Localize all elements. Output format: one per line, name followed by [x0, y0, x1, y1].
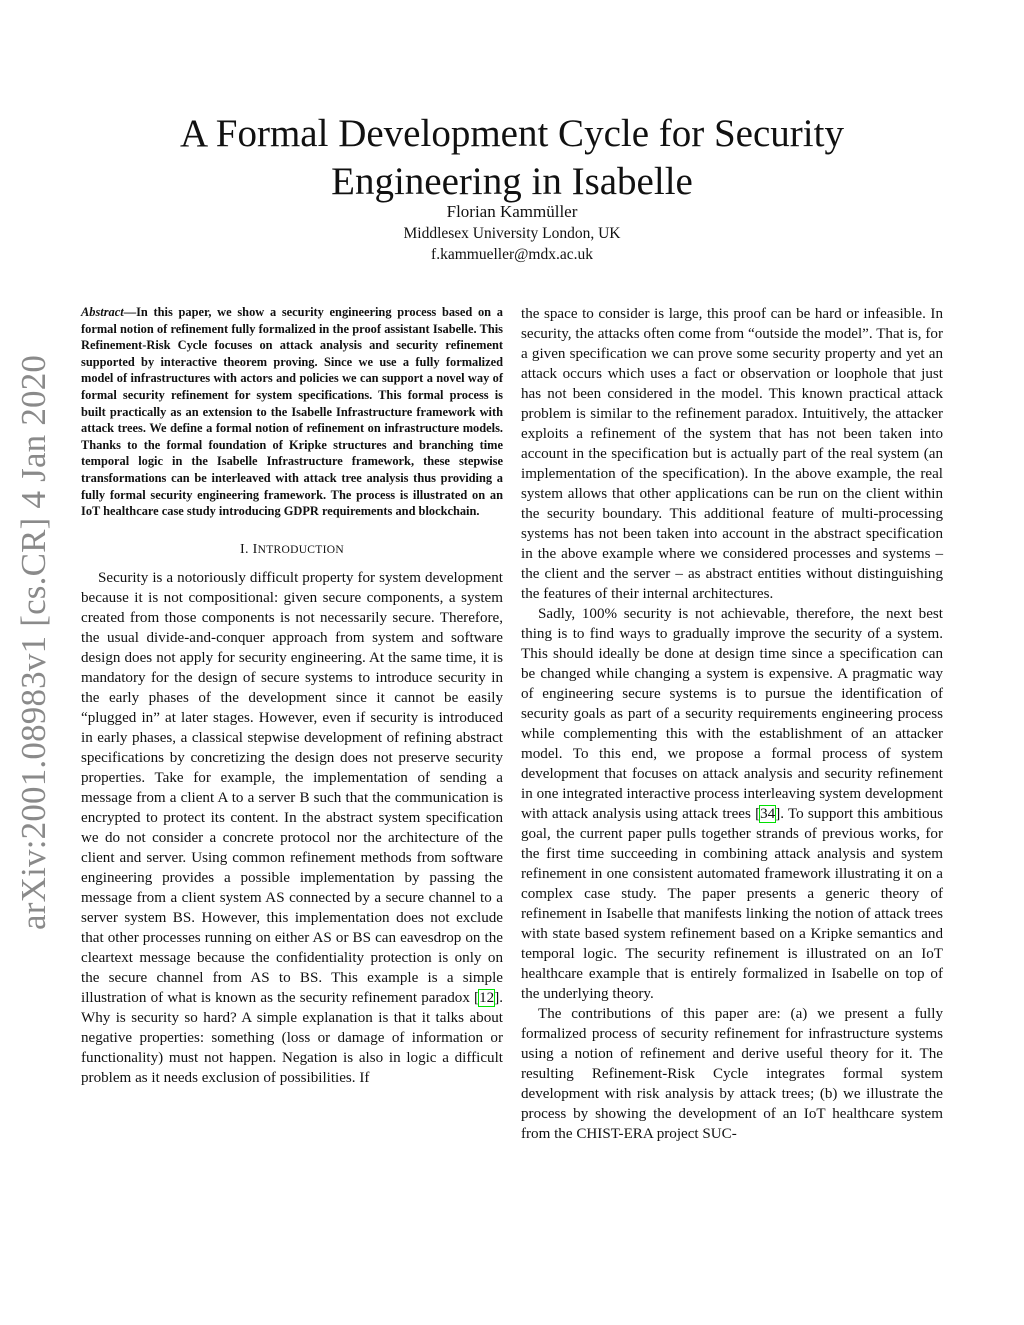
- intro-paragraph-4: The contributions of this paper are: (a) we present a fully formalized process of security refinement for infrastructure systems using a notion of refinement and derive useful theory for it. The resulting Refinement-Risk Cycle integrates formal system development with risk analysis by attack trees; (b) we illustrate the process by showing the development of an IoT healthcare system from the CHIST-ERA project SUC-: [521, 1006, 943, 1142]
- citation-link[interactable]: 34: [760, 806, 776, 822]
- arxiv-identifier-stamp: arXiv:2001.08983v1 [cs.CR] 4 Jan 2020: [14, 354, 53, 930]
- section-number: I.: [240, 541, 249, 557]
- section-heading-introduction: [81, 542, 503, 558]
- abstract-label: Abstract: [81, 305, 124, 319]
- author-name: Florian Kammüller: [446, 202, 578, 221]
- paper-title: A Formal Development Cycle for Security Engineering in Isabelle: [180, 112, 844, 204]
- intro-paragraph-3: [521, 604, 943, 1004]
- author-email: f.kammueller@mdx.ac.uk: [431, 246, 593, 263]
- intro-text-a: Security is a notoriously difficult property for system development because it is not compositional: given secure components, a system created from those components is not necessarily secure. Therefore, the usual divide-and-conquer approach from system and software design does not apply for security engineering. At the same time, it is mandatory for the design of secure systems to introduce security in the early phases of the development since it cannot be easily “plugged in” at later stages. However, even if security is introduced in early phases, a classical stepwise development of refining abstract specifications by concretizing the design does not preserve security properties. Take for example, the implementation of sending a message from a client A to a server B such that the communication is encrypted to protect its content. In the abstract system specification we do not consider a concrete protocol nor the architecture of the client and server. Using common refinement methods from software engineering provides a possible implementation by passing the message from a client system AS connected by a secure channel to a server system BS. However, this implementation does not exclude that other processes running on either AS or BS can eavesdrop on the cleartext message because the confidentiality protection is only on the secure channel from AS to BS. This example is a simple illustration of what is known as the security refinement paradox [: [81, 569, 503, 1006]
- intro-text-d: ]. To support this ambitious goal, the current paper pulls together strands of previous works, for the first time succeeding in combining attack analysis and system refinement in one consistent automated framework illustrating it on a complex case study. The paper presents a generic theory of refinement in Isabelle that manifests linking the notion of attack trees with state based system refinement based on a Kripke semantics and temporal logic. The security refinement is illustrated on an IoT healthcare example that is entirely formalized in Isabelle on top of the underlying theory.: [521, 806, 943, 1002]
- intro-text-c: Sadly, 100% security is not achievable, therefore, the next best thing is to find ways to gradually improve the security of a system. This should ideally be done at design time since a specification can be changed while changing a system is expensive. A pragmatic way of engineering secure systems is to pursue the identification of security goals as part of a security requirements engineering process while complementing this with the establishment of an attacker model. To this end, we propose a formal process of system development that focuses on attack analysis and security refinement in one integrated interactive process interleaving system development with attack analysis using attack trees [: [521, 606, 943, 822]
- section-rest: NTRODUCTION: [257, 543, 344, 556]
- right-column: [521, 304, 943, 1144]
- abstract: [81, 304, 503, 520]
- author-affiliation: Middlesex University London, UK: [403, 225, 621, 242]
- abstract-text: —In this paper, we show a security engineering process based on a formal notion of refinement fully formalized in the proof assistant Isabelle. This Refinement-Risk Cycle focuses on attack analysis and security refinement supported by interactive theorem proving. Since we use a fully formalized model of infrastructures with actors and policies we can support a novel way of formal security refinement for system specifications. This formal process is built practically as an extension to the Isabelle Infrastructure framework with attack trees. We define a formal notion of refinement on infrastructure models. Thanks to the formal foundation of Kripke structures and branching time temporal logic in the Isabelle Infrastructure framework, these stepwise transformations can be interleaved with attack tree analysis thus providing a fully formal security engineering framework. The process is illustrated on an IoT healthcare case study introducing GDPR requirements and blockchain.: [81, 305, 503, 519]
- citation-link[interactable]: 12: [479, 989, 495, 1006]
- left-column: [81, 304, 503, 1088]
- intro-paragraph-2: the space to consider is large, this proof can be hard or infeasible. In security, the attacks often come from “outside the model”. That is, for a given specification we can prove some security property and yet an attack occurs which uses a fact or observation or loophole that just has not been considered in the model. This known practical attack problem is similar to the refinement paradox. Intuitively, the attacker exploits a refinement of the system that has not been taken into account in the specification but is actually part of the real system (an implementation of the specification). In the above example, the real system allows that other applications can be run on the client within the security boundary. This additional feature of multi-processing systems has not been taken into account in the abstract specification in the above example where we considered processes and systems – the client and the server – as abstract entities without distinguishing the features of their internal architectures.: [521, 306, 943, 602]
- section-initial: I: [252, 541, 258, 557]
- intro-paragraph-1: [81, 568, 503, 1088]
- intro-text-b: ]. Why is security so hard? A simple explanation is that it talks about negative properties: something (loss or damage of information or functionality) must not happen. Negation is also in logic a difficult problem as it needs exclusion of possibilities. If: [81, 989, 503, 1086]
